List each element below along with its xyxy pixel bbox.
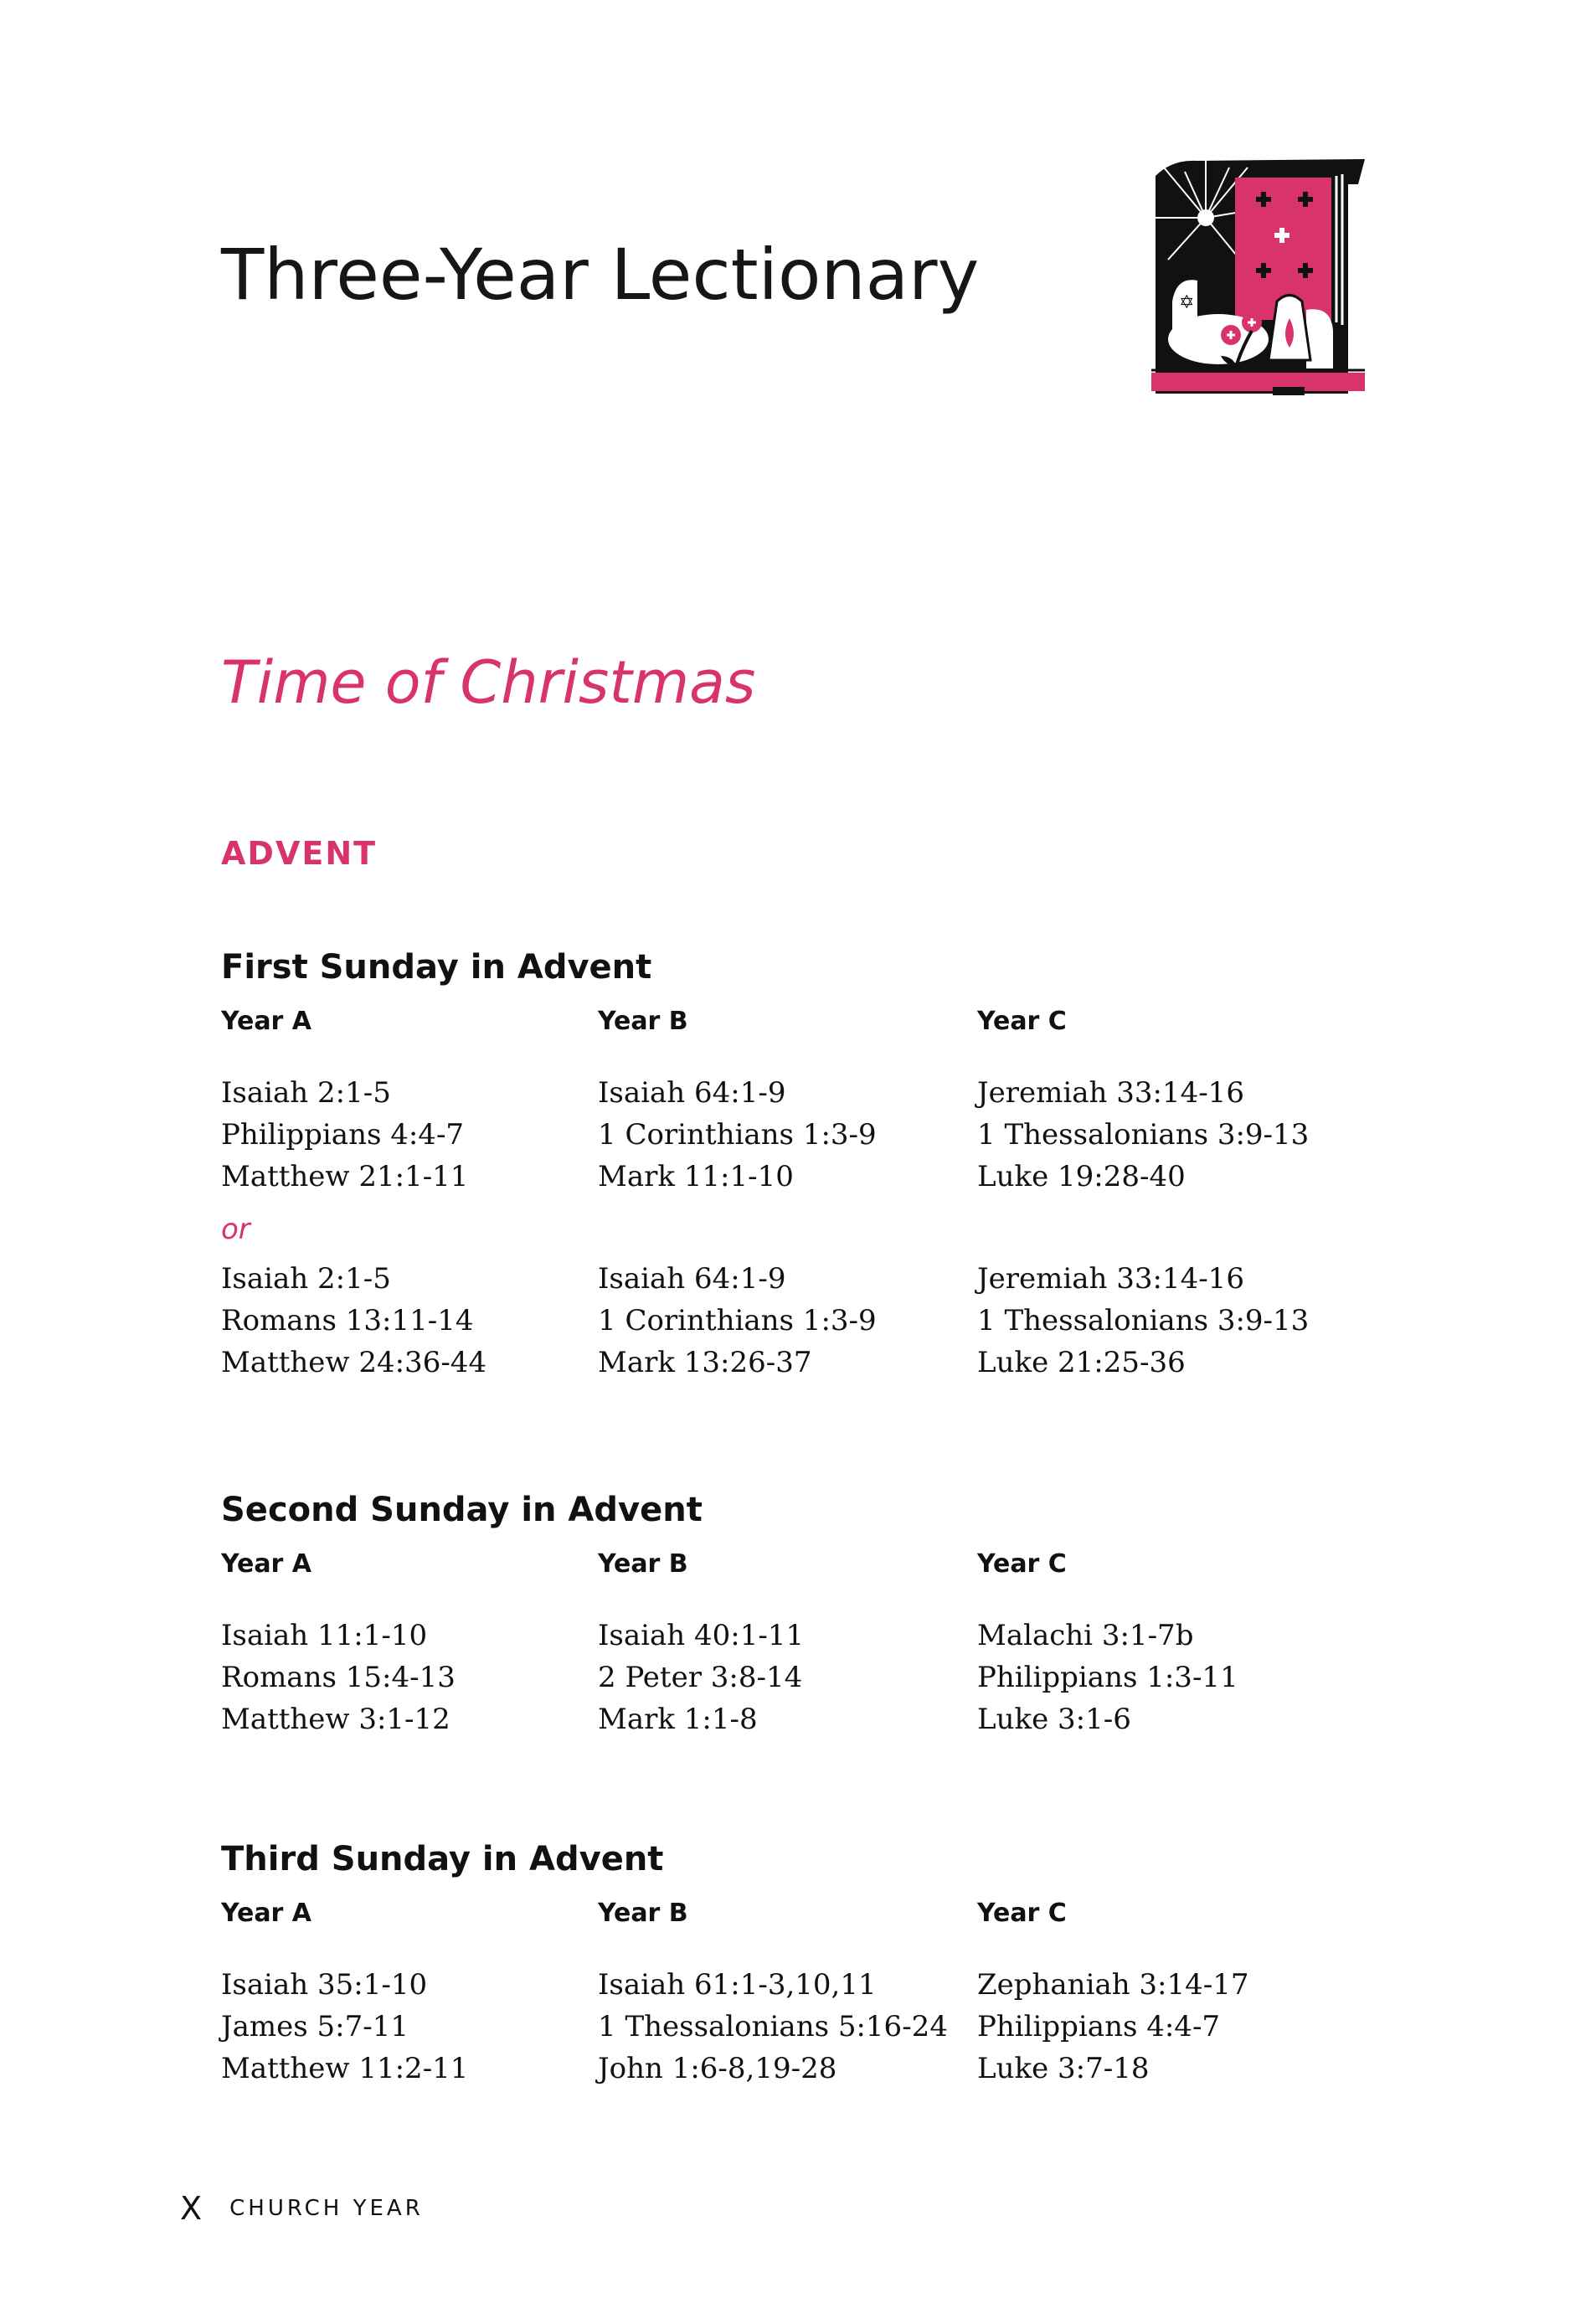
- reading: 2 Peter 3:8-14: [598, 1661, 803, 1694]
- year-c-readings: [977, 1072, 1309, 1198]
- sunday-block: [221, 1489, 1393, 1749]
- reading: Matthew 11:2-11: [221, 2052, 469, 2085]
- reading: Mark 13:26-37: [598, 1346, 812, 1379]
- year-b-readings: [598, 1615, 804, 1740]
- page-number: X: [180, 2190, 203, 2227]
- year-c-readings: [977, 1615, 1238, 1740]
- alternative-label: or: [221, 1213, 250, 1246]
- reading: 1 Thessalonians 3:9-13: [977, 1304, 1310, 1337]
- reading: Philippians 4:4-7: [977, 2010, 1221, 2043]
- year-b-label: Year B: [598, 1549, 688, 1579]
- reading: Romans 13:11-14: [221, 1304, 474, 1337]
- reading: Romans 15:4-13: [221, 1661, 456, 1694]
- reading: Philippians 1:3-11: [977, 1661, 1238, 1694]
- reading: Isaiah 40:1-11: [598, 1619, 805, 1652]
- year-c-label: Year C: [977, 1549, 1067, 1579]
- reading: Isaiah 35:1-10: [221, 1968, 428, 2002]
- sunday-title: Second Sunday in Advent: [221, 1491, 703, 1529]
- reading: Luke 21:25-36: [977, 1346, 1186, 1379]
- year-c-readings: [977, 1964, 1249, 2090]
- year-b-readings: [598, 1964, 948, 2090]
- page-title: Three-Year Lectionary: [221, 234, 980, 316]
- reading: Mark 11:1-10: [598, 1160, 794, 1193]
- readings-set: [221, 1258, 1393, 1392]
- reading: Isaiah 11:1-10: [221, 1619, 428, 1652]
- year-a-readings: [221, 1072, 468, 1198]
- reading: Isaiah 2:1-5: [221, 1262, 391, 1296]
- readings-set: [221, 1072, 1393, 1206]
- reading: Mark 1:1-8: [598, 1703, 758, 1736]
- reading: Jeremiah 33:14-16: [977, 1262, 1244, 1296]
- sunday-block: [221, 946, 1393, 1392]
- reading: Luke 19:28-40: [977, 1160, 1186, 1193]
- reading: Matthew 24:36-44: [221, 1346, 487, 1379]
- year-b-label: Year B: [598, 1899, 688, 1928]
- page-footer: [180, 2192, 424, 2225]
- year-b-readings: [598, 1072, 877, 1198]
- reading: Matthew 21:1-11: [221, 1160, 469, 1193]
- reading: 1 Thessalonians 3:9-13: [977, 1118, 1310, 1152]
- year-a-readings: [221, 1615, 456, 1740]
- year-a-label: Year A: [221, 1007, 312, 1036]
- sunday-block: [221, 1838, 1393, 2098]
- year-c-readings: [977, 1258, 1309, 1384]
- year-b-readings: [598, 1258, 877, 1384]
- section-title: Time of Christmas: [221, 648, 756, 717]
- reading: Jeremiah 33:14-16: [977, 1076, 1244, 1110]
- sunday-title: Third Sunday in Advent: [221, 1840, 664, 1878]
- year-headers: [221, 1005, 1393, 1055]
- year-a-label: Year A: [221, 1549, 312, 1579]
- year-headers: [221, 1548, 1393, 1598]
- reading: 1 Thessalonians 5:16-24: [598, 2010, 948, 2043]
- year-a-readings: [221, 1964, 468, 2090]
- svg-text:✡: ✡: [1179, 292, 1195, 313]
- reading: 1 Corinthians 1:3-9: [598, 1118, 877, 1152]
- year-a-readings: [221, 1258, 486, 1384]
- year-c-label: Year C: [977, 1007, 1067, 1036]
- reading: Luke 3:7-18: [977, 2052, 1150, 2085]
- year-headers: [221, 1897, 1393, 1947]
- year-b-label: Year B: [598, 1007, 688, 1036]
- sunday-title: First Sunday in Advent: [221, 948, 652, 987]
- reading: James 5:7-11: [221, 2010, 409, 2043]
- advent-illustration-icon: [1139, 151, 1382, 410]
- running-head: CHURCH YEAR: [229, 2196, 424, 2221]
- reading: Isaiah 64:1-9: [598, 1262, 786, 1296]
- reading: Malachi 3:1-7b: [977, 1619, 1194, 1652]
- reading: Luke 3:1-6: [977, 1703, 1131, 1736]
- reading: Isaiah 64:1-9: [598, 1076, 786, 1110]
- reading: Matthew 3:1-12: [221, 1703, 450, 1736]
- reading: Isaiah 2:1-5: [221, 1076, 391, 1110]
- year-a-label: Year A: [221, 1899, 312, 1928]
- season-heading: ADVENT: [221, 835, 378, 872]
- reading: Zephaniah 3:14-17: [977, 1968, 1249, 2002]
- reading: John 1:6-8,19-28: [598, 2052, 837, 2085]
- readings-set: [221, 1615, 1393, 1749]
- reading: Isaiah 61:1-3,10,11: [598, 1968, 877, 2002]
- reading: Philippians 4:4-7: [221, 1118, 465, 1152]
- readings-set: [221, 1964, 1393, 2098]
- reading: 1 Corinthians 1:3-9: [598, 1304, 877, 1337]
- year-c-label: Year C: [977, 1899, 1067, 1928]
